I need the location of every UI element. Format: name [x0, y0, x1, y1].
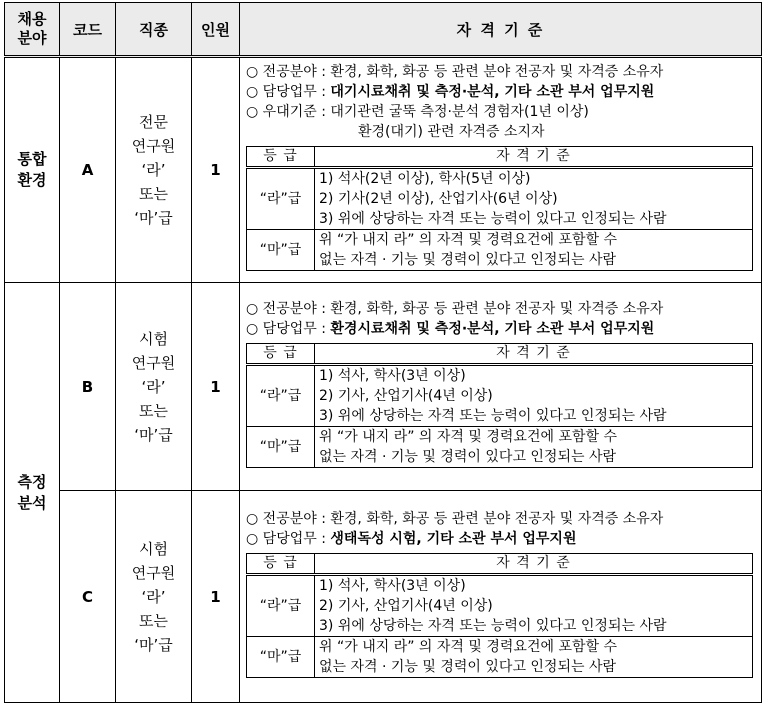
- duty-text: 대기시료채취 및 측정·분석, 기타 소관 부서 업무지원: [330, 84, 655, 100]
- grade-row-ra: [247, 168, 753, 230]
- grade-table: [246, 343, 753, 468]
- table-row: [5, 491, 762, 703]
- criteria-item: 2) 기사, 산업기사(4년 이상): [319, 388, 493, 404]
- field-line: 통합: [17, 150, 47, 168]
- job-type-line: 또는: [139, 185, 168, 203]
- duty-line: [246, 82, 753, 102]
- job-type-line: 시험: [139, 329, 168, 348]
- job-type-line: ‘마’급: [134, 425, 173, 444]
- job-type-line: 또는: [139, 401, 168, 420]
- criteria-content: [240, 283, 761, 474]
- grade-label-ma: “마”급: [247, 230, 315, 271]
- duty-text: 생태독성 시험, 기타 소관 부서 업무지원: [330, 531, 577, 547]
- grade-header: 등 급: [247, 554, 315, 575]
- job-type-line: 연구원: [131, 563, 176, 582]
- code-cell: A: [60, 57, 116, 283]
- duty-line: [246, 319, 753, 339]
- grade-criteria-header: 자 격 기 준: [315, 147, 753, 168]
- criteria-item: 2) 기사(2년 이상), 산업기사(6년 이상): [319, 191, 558, 207]
- major-line: ○ 전공분야 : 환경, 화학, 화공 등 관련 분야 전공자 및 자격증 소유자: [246, 301, 664, 317]
- job-type-line: ‘라’: [141, 377, 166, 396]
- field-cell: [5, 57, 60, 283]
- grade-criteria-ma: [315, 637, 753, 678]
- grade-header: 등 급: [247, 147, 315, 168]
- grade-table-header: [247, 344, 753, 365]
- table-row: [5, 283, 762, 491]
- job-type-line: ‘마’급: [134, 209, 173, 227]
- criteria-item: 1) 석사, 학사(3년 이상): [319, 368, 466, 384]
- criteria-item: 1) 석사(2년 이상), 학사(5년 이상): [319, 171, 531, 187]
- grade-row-ra: [247, 575, 753, 637]
- field-cell: [5, 283, 60, 703]
- criteria-item: 없는 자격 · 기능 및 경력이 있다고 인정되는 사람: [319, 449, 617, 465]
- header-job-type: 직종: [116, 3, 192, 57]
- field-line: 측정: [17, 472, 47, 491]
- headcount-cell: 1: [192, 491, 240, 703]
- header-field-line1: 채용: [17, 10, 47, 28]
- job-type-line: ‘라’: [141, 587, 166, 606]
- grade-label-ma: “마”급: [247, 637, 315, 678]
- preference-line: ○ 우대기준 : 대기관련 굴뚝 측정·분석 경험자(1년 이상): [246, 104, 589, 120]
- header-code: 코드: [60, 3, 116, 57]
- criteria-content: [240, 58, 761, 277]
- job-type-cell: [116, 283, 192, 491]
- header-row: [5, 3, 762, 57]
- job-type-line: 또는: [139, 611, 168, 630]
- criteria-cell: [240, 491, 762, 703]
- major-line: ○ 전공분야 : 환경, 화학, 화공 등 관련 분야 전공자 및 자격증 소유자: [246, 511, 664, 527]
- grade-table: [246, 146, 753, 271]
- table-row: [5, 57, 762, 283]
- job-type-line: ‘라’: [141, 161, 166, 179]
- grade-table-header: [247, 554, 753, 575]
- grade-table-header: [247, 147, 753, 168]
- criteria-item: 3) 위에 상당하는 자격 또는 능력이 있다고 인정되는 사람: [319, 618, 667, 634]
- grade-criteria-ra: [315, 575, 753, 637]
- recruitment-table-wrapper: [4, 2, 761, 703]
- criteria-item: 3) 위에 상당하는 자격 또는 능력이 있다고 인정되는 사람: [319, 408, 667, 424]
- header-field-line2: 분야: [17, 29, 47, 47]
- grade-row-ra: [247, 365, 753, 427]
- job-type-line: 연구원: [131, 353, 176, 372]
- job-type-line: 연구원: [131, 137, 176, 155]
- grade-criteria-ma: [315, 230, 753, 271]
- grade-criteria-ma: [315, 427, 753, 468]
- criteria-cell: [240, 283, 762, 491]
- duty-prefix: ○ 담당업무 :: [246, 84, 331, 100]
- field-line: 분석: [17, 493, 47, 512]
- field-line: 환경: [17, 171, 47, 189]
- criteria-item: 위 “가 내지 라” 의 자격 및 경력요건에 포함할 수: [319, 429, 617, 445]
- grade-row-ma: [247, 637, 753, 678]
- criteria-item: 위 “가 내지 라” 의 자격 및 경력요건에 포함할 수: [319, 232, 617, 248]
- criteria-item: 2) 기사, 산업기사(4년 이상): [319, 598, 493, 614]
- grade-label-ma: “마”급: [247, 427, 315, 468]
- duty-prefix: ○ 담당업무 :: [246, 321, 331, 337]
- major-line: ○ 전공분야 : 환경, 화학, 화공 등 관련 분야 전공자 및 자격증 소유자: [246, 64, 664, 80]
- duty-prefix: ○ 담당업무 :: [246, 531, 331, 547]
- duty-text: 환경시료채취 및 측정·분석, 기타 소관 부서 업무지원: [330, 321, 655, 337]
- grade-label-ra: “라”급: [247, 168, 315, 230]
- job-type-cell: [116, 57, 192, 283]
- grade-label-ra: “라”급: [247, 365, 315, 427]
- header-criteria: 자 격 기 준: [240, 3, 762, 57]
- code-cell: B: [60, 283, 116, 491]
- headcount-cell: 1: [192, 57, 240, 283]
- header-headcount: 인원: [192, 3, 240, 57]
- grade-criteria-ra: [315, 168, 753, 230]
- preference-line-2: 환경(대기) 관련 자격증 소지자: [358, 124, 545, 140]
- job-type-line: ‘마’급: [134, 635, 173, 654]
- duty-line: [246, 529, 753, 549]
- grade-criteria-header: 자 격 기 준: [315, 554, 753, 575]
- criteria-item: 없는 자격 · 기능 및 경력이 있다고 인정되는 사람: [319, 252, 617, 268]
- grade-label-ra: “라”급: [247, 575, 315, 637]
- grade-header: 등 급: [247, 344, 315, 365]
- criteria-cell: [240, 57, 762, 283]
- criteria-item: 3) 위에 상당하는 자격 또는 능력이 있다고 인정되는 사람: [319, 211, 667, 227]
- code-cell: C: [60, 491, 116, 703]
- recruitment-table: [4, 2, 762, 703]
- grade-row-ma: [247, 427, 753, 468]
- grade-criteria-ra: [315, 365, 753, 427]
- criteria-item: 위 “가 내지 라” 의 자격 및 경력요건에 포함할 수: [319, 639, 617, 655]
- job-type-cell: [116, 491, 192, 703]
- grade-criteria-header: 자 격 기 준: [315, 344, 753, 365]
- job-type-line: 전문: [139, 113, 168, 131]
- criteria-item: 없는 자격 · 기능 및 경력이 있다고 인정되는 사람: [319, 659, 617, 675]
- header-field: [5, 3, 60, 57]
- criteria-content: [240, 491, 761, 684]
- criteria-item: 1) 석사, 학사(3년 이상): [319, 578, 466, 594]
- job-type-line: 시험: [139, 539, 168, 558]
- grade-table: [246, 553, 753, 678]
- grade-row-ma: [247, 230, 753, 271]
- headcount-cell: 1: [192, 283, 240, 491]
